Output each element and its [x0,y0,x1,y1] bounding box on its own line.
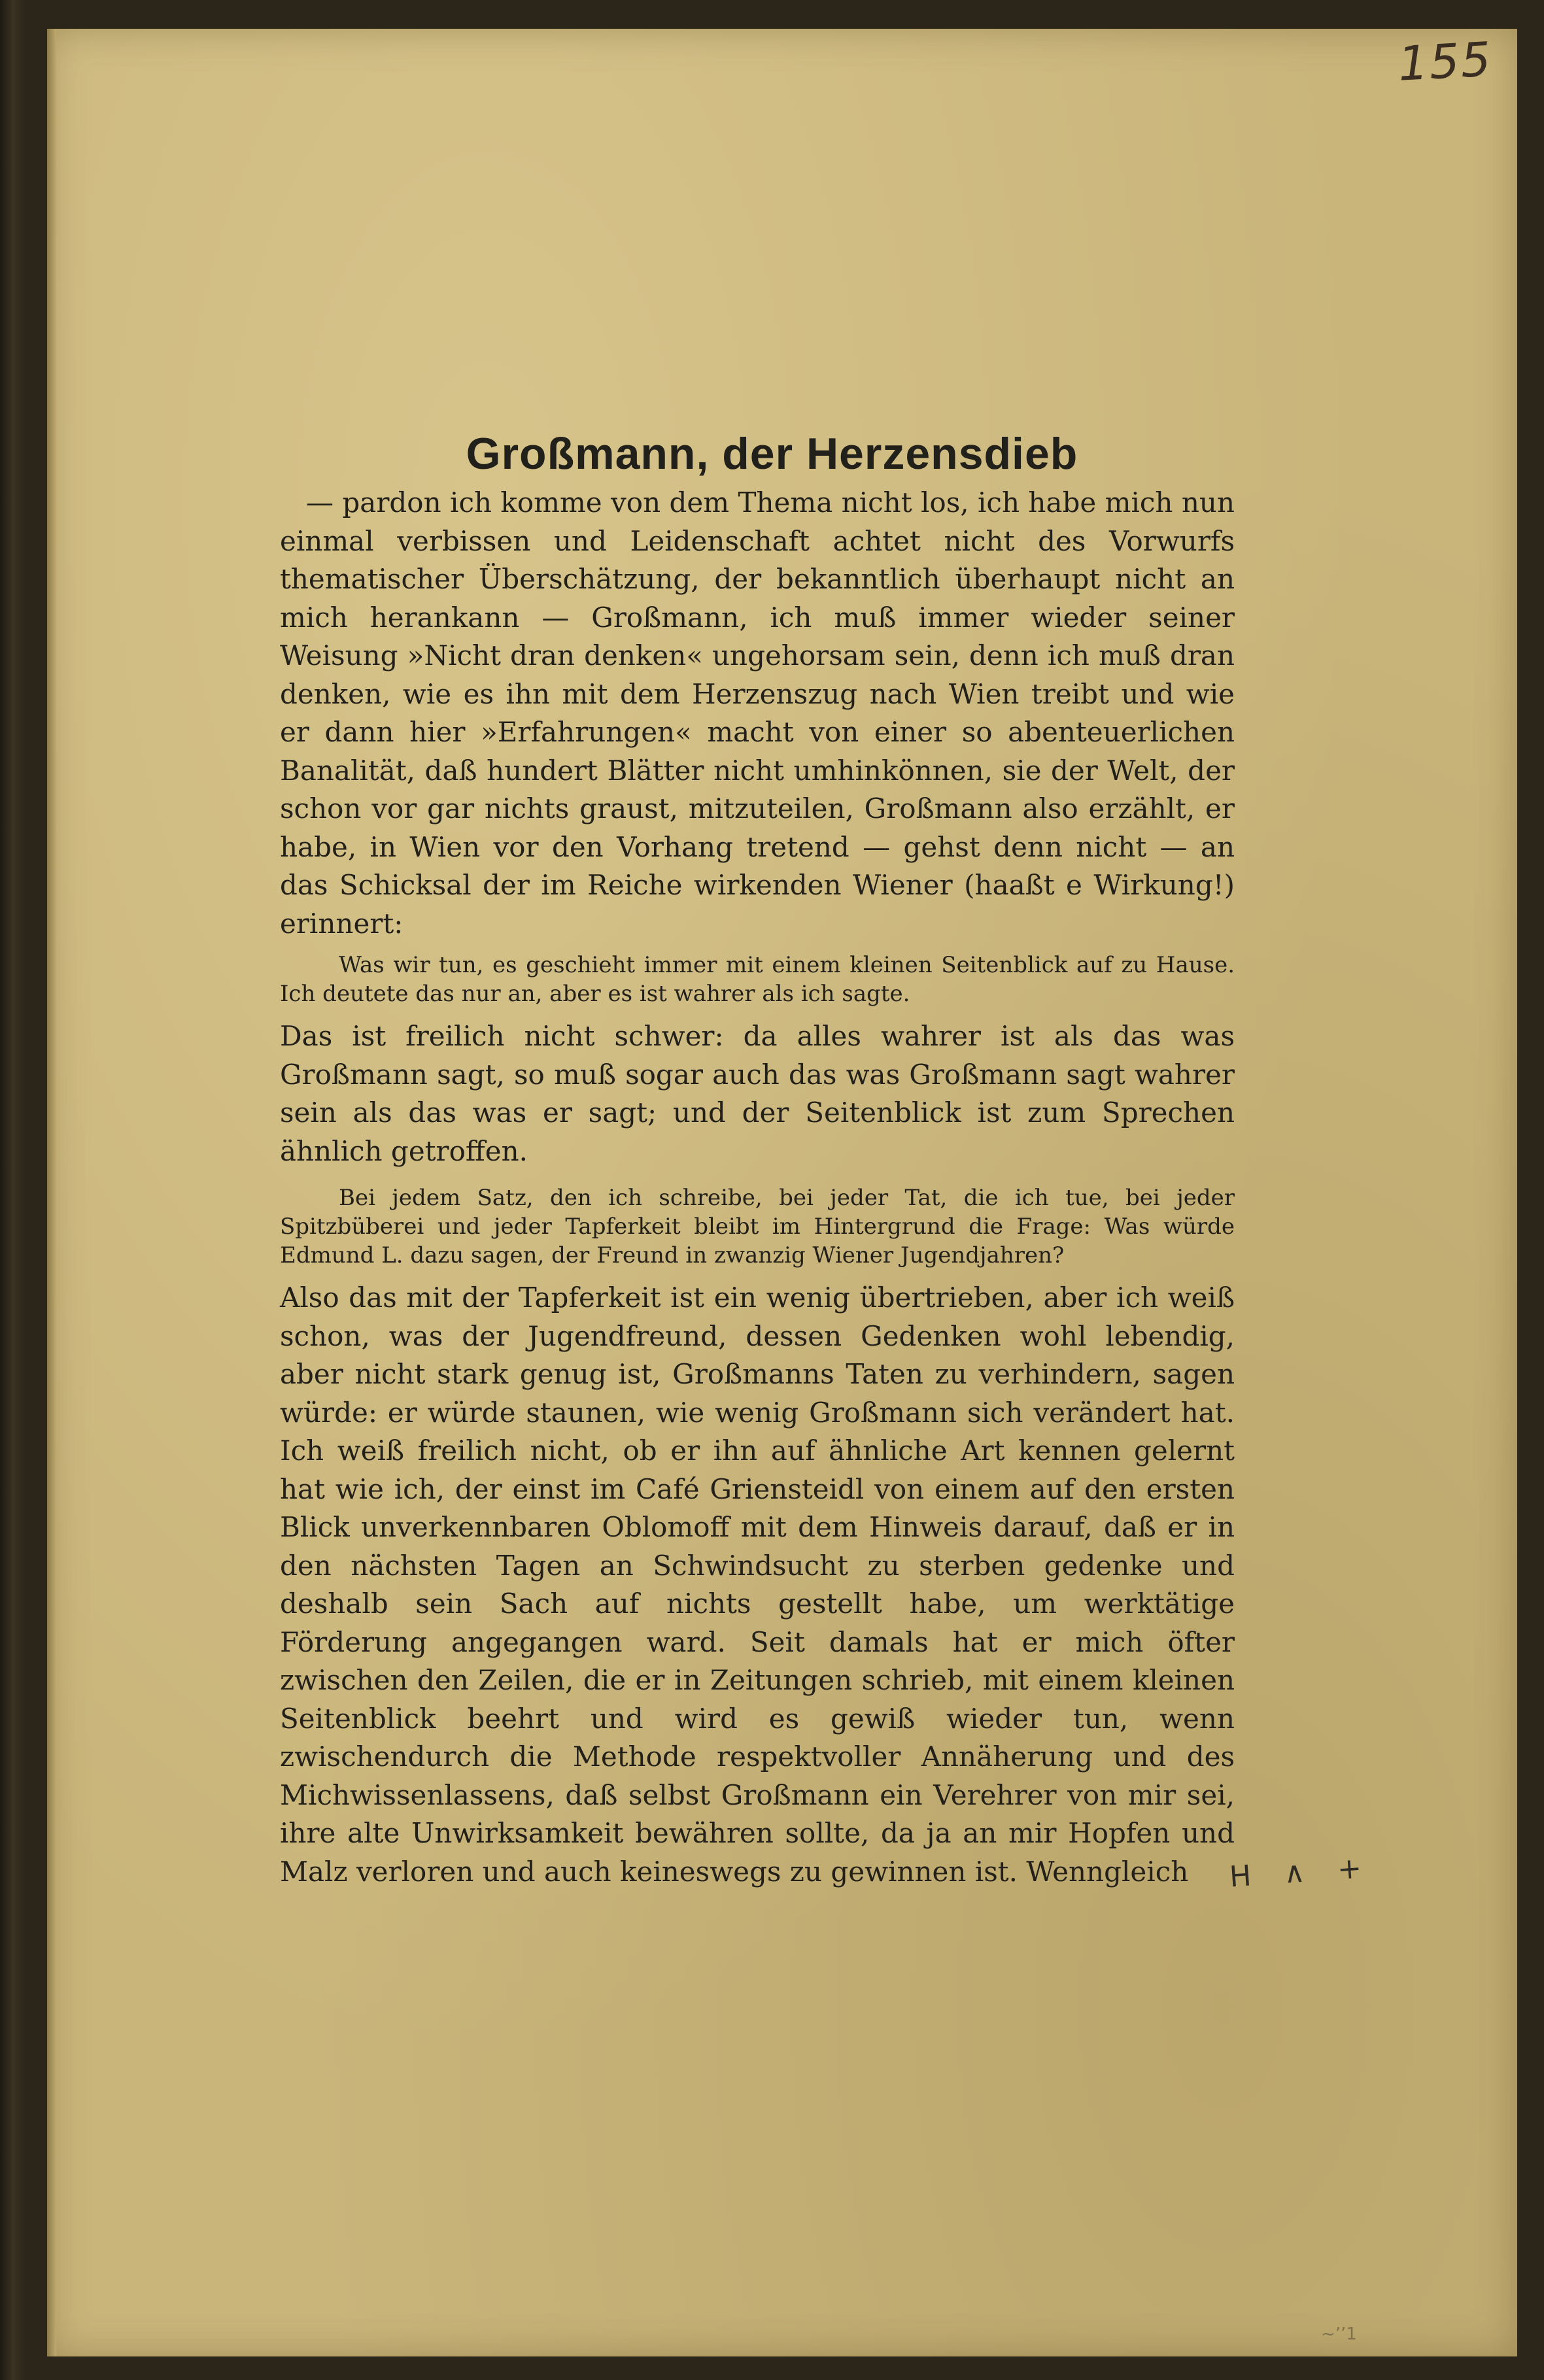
handwritten-margin-note: H ∧ + [1228,1850,1375,1894]
page-number-handwritten: 155 [1396,31,1494,92]
quote-2: Bei jedem Satz, den ich schreibe, bei jeder Tat, die ich tue, bei jeder Spitzbüberei und jeder Tapferkeit bleibt im Hintergrund die Frage: Was würde Edmund L. dazu sagen, der Freund in zwanzig Wiener Jugendjahren? [280,1185,1235,1268]
article-body [280,484,1235,1891]
article-title: Großmann, der Herzensdieb [466,429,1078,479]
paragraph-2: Das ist freilich nicht schwer: da alles wahrer ist als das was Großmann sagt, so muß sogar auch das was Großmann sagt wahrer sein als das was er sagt; und der Seitenblick ist zum Sprechen ähnlich getroffen. [280,1020,1235,1167]
quote-1: Was wir tun, es geschieht immer mit einem kleinen Seitenblick auf zu Hause. Ich deutete das nur an, aber es ist wahrer als ich sagte. [280,952,1235,1007]
paragraph-3: Also das mit der Tapferkeit ist ein wenig übertrieben, aber ich weiß schon, was der Jugendfreund, dessen Gedenken wohl lebendig, aber nicht stark genug ist, Großmanns Taten zu verhindern, sagen würde: er würde staunen, wie wenig Großmann sich verändert hat. Ich weiß freilich nicht, ob er ihn auf ähnliche Art kennen gelernt hat wie ich, der einst im Café Griensteidl von einem auf den ersten Blick unverkennbaren Oblomoff mit dem Hinweis darauf, daß er in den nächsten Tagen an Schwindsucht zu sterben gedenke und deshalb sein Sach auf nichts gestellt habe, um werktätige Förderung angegangen ward. Seit damals hat er mich öfter zwischen den Zeilen, die er in Zeitungen schrieb, mit einem kleinen Seitenblick beehrt und wird es gewiß wieder tun, wenn zwischendurch die Methode respektvoller Annäherung und des Michwissenlassens, daß selbst Großmann ein Verehrer von mir sei, ihre alte Unwirksamkeit bewähren sollte, da ja an mir Hopfen und Malz verloren und auch keineswegs zu gewinnen ist. Wenngleich [280,1282,1235,1888]
page-gutter [47,29,56,2356]
pencil-mark: ~ʼʼ1 [1321,2324,1357,2344]
paragraph-1: — pardon ich komme von dem Thema nicht los, ich habe mich nun einmal verbissen und Leidenschaft achtet nicht des Vorwurfs thematischer Überschätzung, der bekanntlich überhaupt nicht an mich herankann — Großmann, ich muß immer wieder seiner Weisung »Nicht dran denken« ungehorsam sein, denn ich muß dran denken, wie es ihn mit dem Herzenszug nach Wien treibt und wie er dann hier »Erfahrungen« macht von einer so abenteuerlichen Banalität, daß hundert Blätter nicht umhinkönnen, sie der Welt, der schon vor gar nichts graust, mitzuteilen, Großmann also erzählt, er habe, in Wien vor den Vorhang tretend — gehst denn nicht — an das Schicksal der im Reiche wirkenden Wiener (haaßt e Wirkung!) erinnert: [280,486,1235,940]
